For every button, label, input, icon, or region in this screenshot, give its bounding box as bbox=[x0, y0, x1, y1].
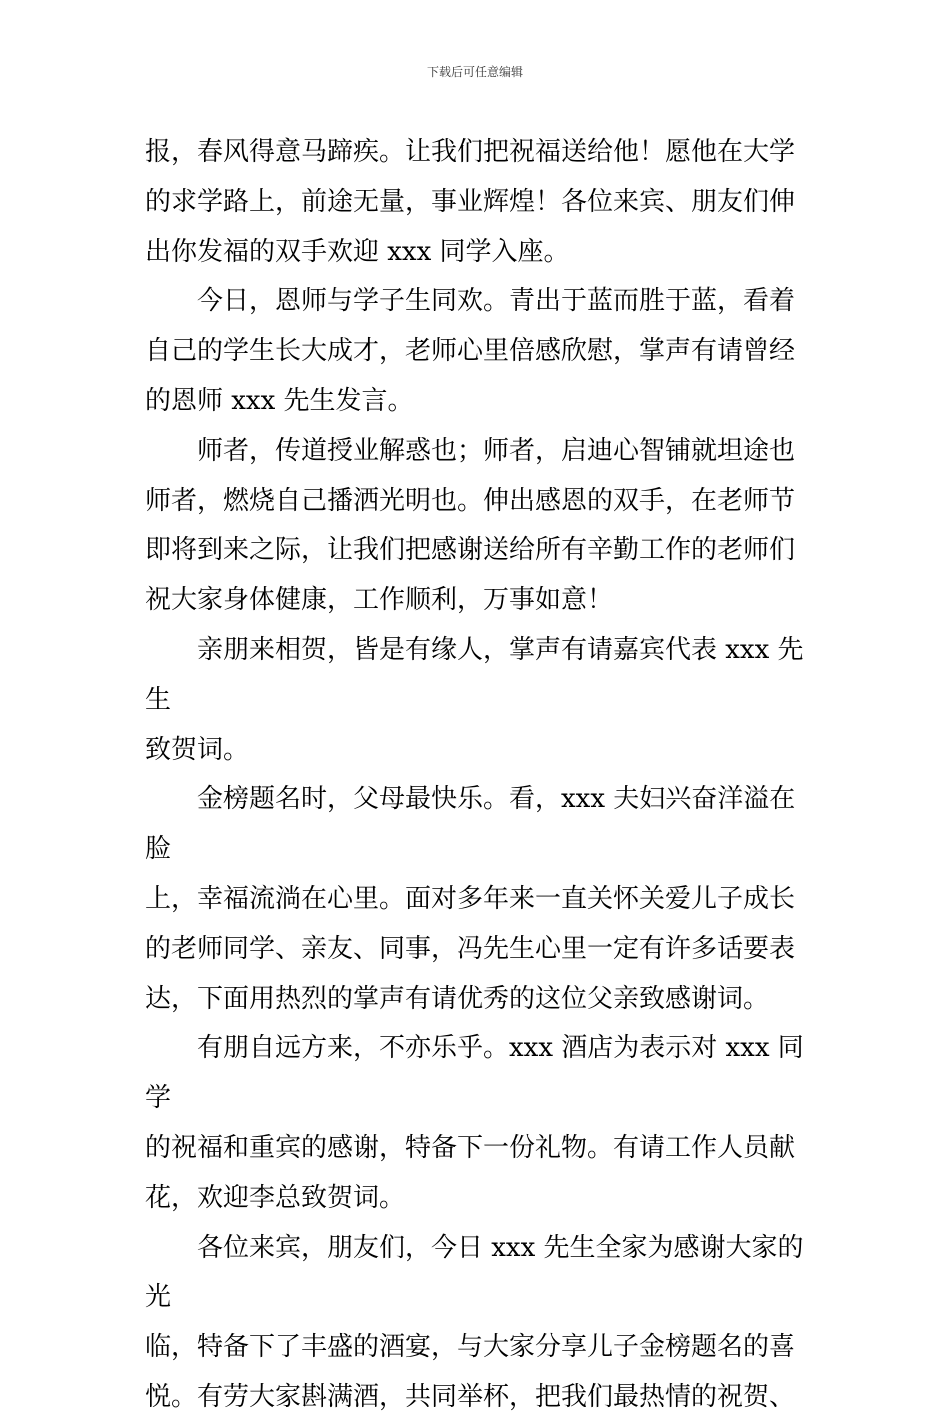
paragraph-5: 金榜题名时，父母最快乐。看，xxx 夫妇兴奋洋溢在脸 上，幸福流淌在心里。面对多年来一直关怀关爱儿子成长 的老师同学、亲友、同事，冯先生心里一定有许多话要表 达，下面用热烈的掌声有请优秀的这位父亲致感谢词。 bbox=[145, 784, 796, 1014]
paragraph-3: 师者，传道授业解惑也；师者，启迪心智铺就坦途也 师者，燃烧自己播洒光明也。伸出感恩的双手，在老师节 即将到来之际，让我们把感谢送给所有辛勤工作的老师们 祝大家身体健康，工作顺利，万事如意！ bbox=[145, 435, 796, 616]
paragraph-7: 各位来宾，朋友们，今日 xxx 先生全家为感谢大家的光 临，特备下了丰盛的酒宴，与大家分享儿子金榜题名的喜 悦。有劳大家斟满酒，共同举杯，把我们最热情的祝贺、 bbox=[145, 1232, 804, 1412]
paragraph-2: 今日，恩师与学子生同欢。青出于蓝而胜于蓝，看着 自己的学生长大成才，老师心里倍感欣慰，掌声有请曾经 的恩师 xxx 先生发言。 bbox=[145, 286, 796, 416]
paragraph-4: 亲朋来相贺，皆是有缘人，掌声有请嘉宾代表 xxx 先生 致贺词。 bbox=[145, 634, 804, 765]
paragraph-1: 报，春风得意马蹄疾。让我们把祝福送给他！愿他在大学 的求学路上，前途无量，事业辉煌！各位来宾、朋友们伸 出你发福的双手欢迎 xxx 同学入座。 bbox=[145, 137, 796, 267]
document-body bbox=[145, 128, 805, 1423]
page-header-note: 下载后可任意编辑 bbox=[426, 65, 523, 79]
paragraph-6: 有朋自远方来，不亦乐乎。xxx 酒店为表示对 xxx 同学 的祝福和重宾的感谢，特备下一份礼物。有请工作人员献 花，欢迎李总致贺词。 bbox=[145, 1033, 804, 1213]
